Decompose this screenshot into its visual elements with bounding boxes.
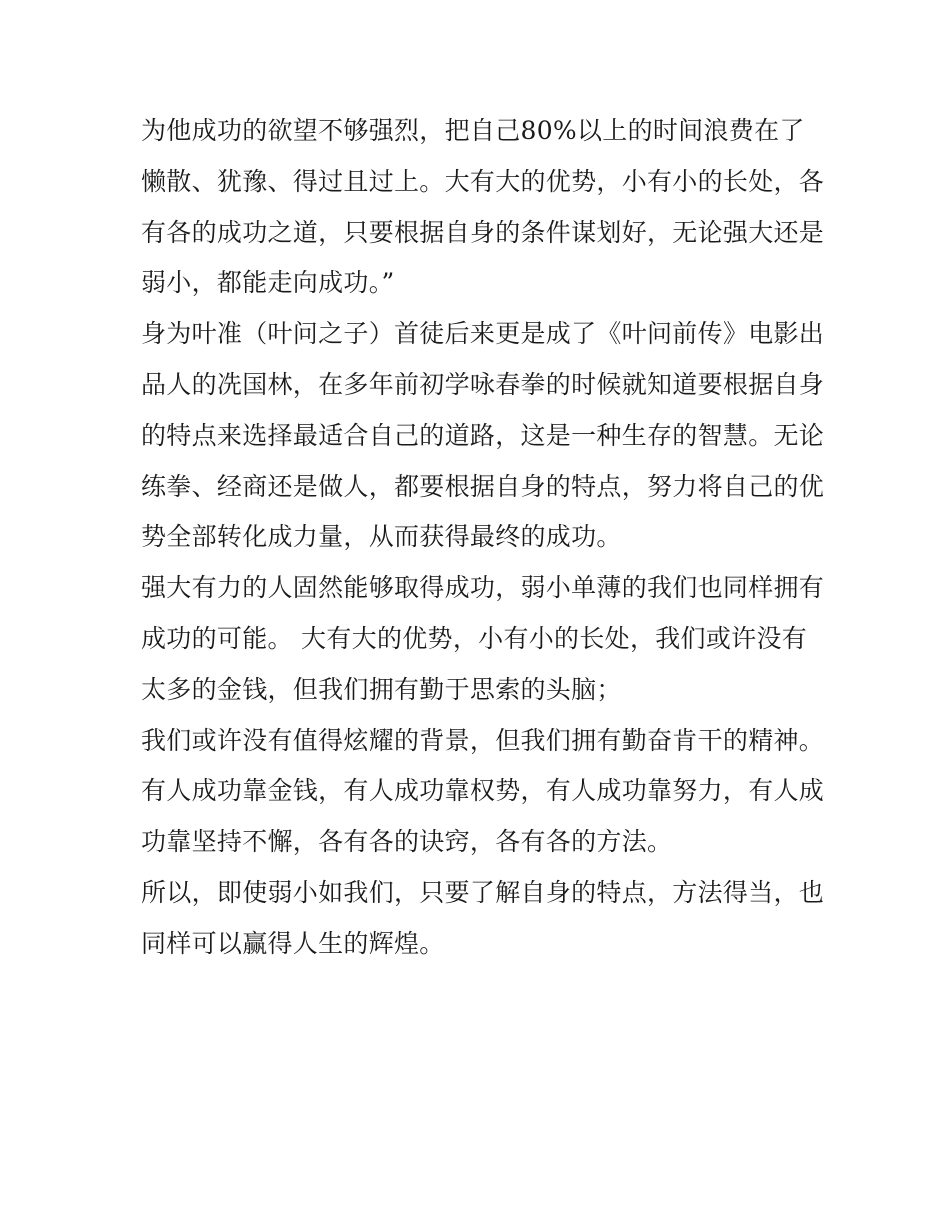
text-line: 同样可以赢得人生的辉煌。 [141,928,445,958]
text-line: 有人成功靠金钱，有人成功靠权势，有人成功靠努力，有人成 [141,776,825,806]
text-line: 品人的冼国林，在多年前初学咏春拳的时候就知道要根据自身 [141,369,825,399]
text-line: 弱小，都能走向成功。” [141,268,395,298]
text-line: 所以，即使弱小如我们，只要了解自身的特点，方法得当，也 [141,877,825,907]
text-line: 功靠坚持不懈，各有各的诀窍，各有各的方法。 [141,827,673,857]
body-text [141,106,825,970]
text-line: 懒散、犹豫、得过且过上。大有大的优势，小有小的长处，各 [141,166,825,196]
text-line: 身为叶准（叶问之子）首徒后来更是成了《叶问前传》电影出 [141,319,825,349]
text-line: 的特点来选择最适合自己的道路，这是一种生存的智慧。无论 [141,420,825,450]
text-line: 势全部转化成力量，从而获得最终的成功。 [141,522,622,552]
text-line: 我们或许没有值得炫耀的背景，但我们拥有勤奋肯干的精神。 [141,725,825,755]
text-line: 成功的可能。 大有大的优势，小有小的长处，我们或许没有 [141,623,808,653]
text-line: 练拳、经商还是做人，都要根据自身的特点，努力将自己的优 [141,471,825,501]
text-line: 太多的金钱，但我们拥有勤于思索的头脑； [141,674,622,704]
text-line: 有各的成功之道，只要根据自身的条件谋划好，无论强大还是 [141,217,825,247]
text-line: 强大有力的人固然能够取得成功，弱小单薄的我们也同样拥有 [141,573,825,603]
text-line: 为他成功的欲望不够强烈，把自己80%以上的时间浪费在了 [141,116,805,145]
